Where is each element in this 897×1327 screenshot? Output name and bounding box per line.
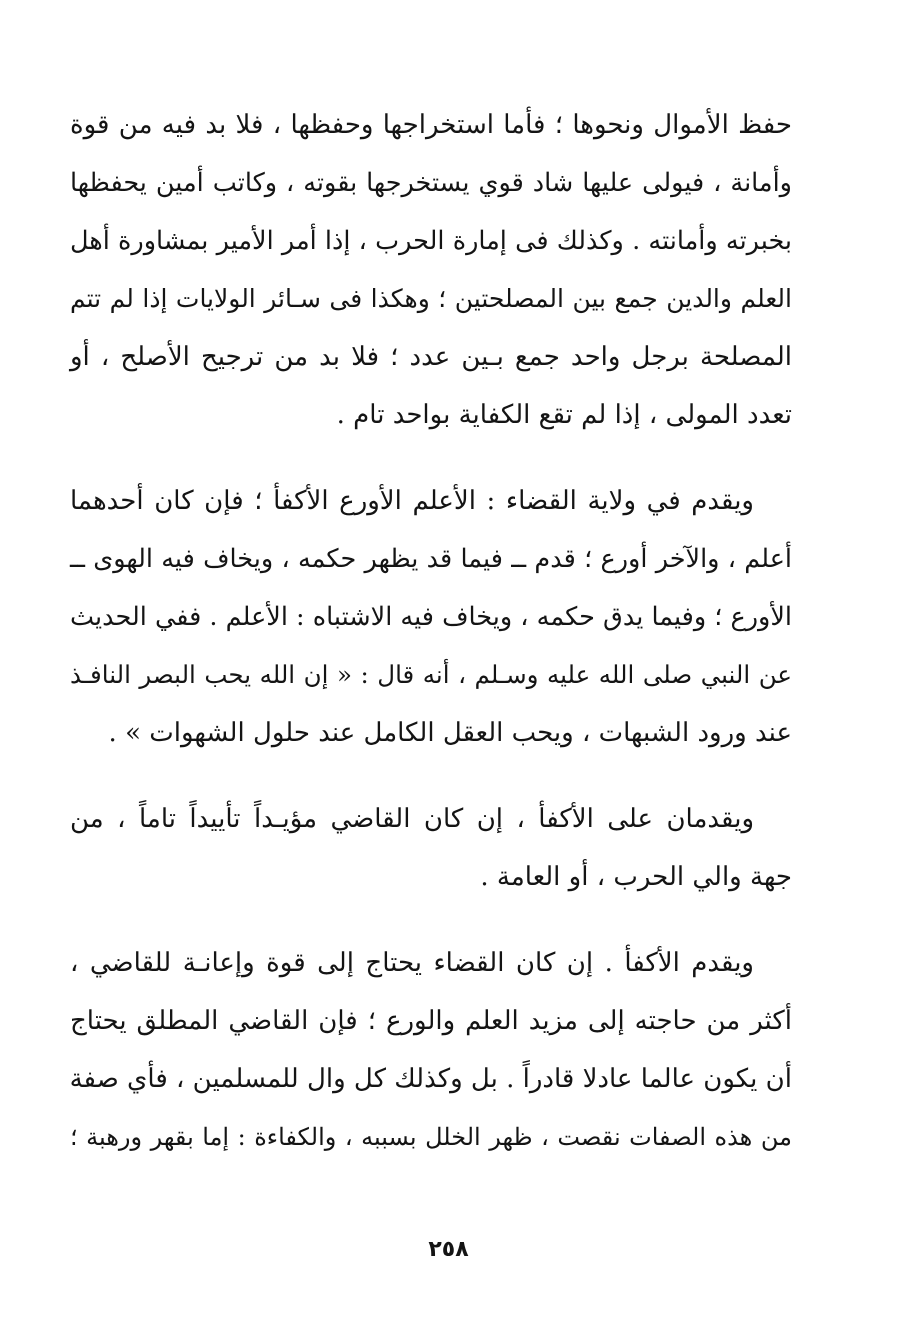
page-body	[70, 96, 792, 1166]
text-line: المصلحة برجل واحد جمع بـين عدد ؛ فلا بد من ترجيح الأصلح ، أو	[70, 342, 792, 372]
text-line: العلم والدين جمع بين المصلحتين ؛ وهكذا فى سـائر الولايات إذا لم تتم	[70, 284, 792, 313]
text-line: ويقدم في ولاية القضاء : الأعلم الأورع الأكفأ ؛ فإن كان أحدهما	[70, 486, 754, 516]
page-number: ٢٥٨	[428, 1237, 469, 1262]
text-line: أن يكون عالما عادلا قادراً . بل وكذلك كل وال للمسلمين ، فأي صفة	[69, 1064, 792, 1094]
text-line: الأورع ؛ وفيما يدق حكمه ، ويخاف فيه الاشتباه : الأعلم . ففي الحديث	[70, 602, 792, 632]
paragraph-2	[70, 472, 792, 762]
text-line: حفظ الأموال ونحوها ؛ فأما استخراجها وحفظها ، فلا بد فيه من قوة	[70, 110, 792, 140]
paragraph-3	[70, 790, 792, 906]
text-line: أعلم ، والآخر أورع ؛ قدم ــ فيما قد يظهر حكمه ، ويخاف فيه الهوى ــ	[70, 544, 792, 574]
text-line: من هذه الصفات نقصت ، ظهر الخلل بسببه ، والكفاءة : إما بقهر ورهبة ؛	[70, 1123, 792, 1151]
paragraph-4	[70, 934, 792, 1166]
text-line: تعدد المولى ، إذا لم تقع الكفاية بواحد تام .	[336, 400, 792, 430]
text-line: ويقدم الأكفأ . إن كان القضاء يحتاج إلى قوة وإعانـة للقاضي ،	[70, 948, 754, 978]
text-line: عن النبي صلى الله عليه وسـلم ، أنه قال : « إن الله يحب البصر النافـذ	[70, 660, 792, 689]
text-line: عند ورود الشبهات ، ويحب العقل الكامل عند حلول الشهوات » .	[108, 718, 792, 748]
text-line: وأمانة ، فيولى عليها شاد قوي يستخرجها بقوته ، وكاتب أمين يحفظها	[70, 168, 792, 198]
text-line: بخبرته وأمانته . وكذلك فى إمارة الحرب ، إذا أمر الأمير بمشاورة أهل	[70, 226, 792, 256]
text-line: أكثر من حاجته إلى مزيد العلم والورع ؛ فإن القاضي المطلق يحتاج	[70, 1006, 792, 1036]
text-line: جهة والي الحرب ، أو العامة .	[480, 862, 792, 892]
text-line: ويقدمان على الأكفأ ، إن كان القاضي مؤيـداً تأييداً تاماً ، من	[70, 804, 754, 834]
paragraph-1	[70, 96, 792, 444]
